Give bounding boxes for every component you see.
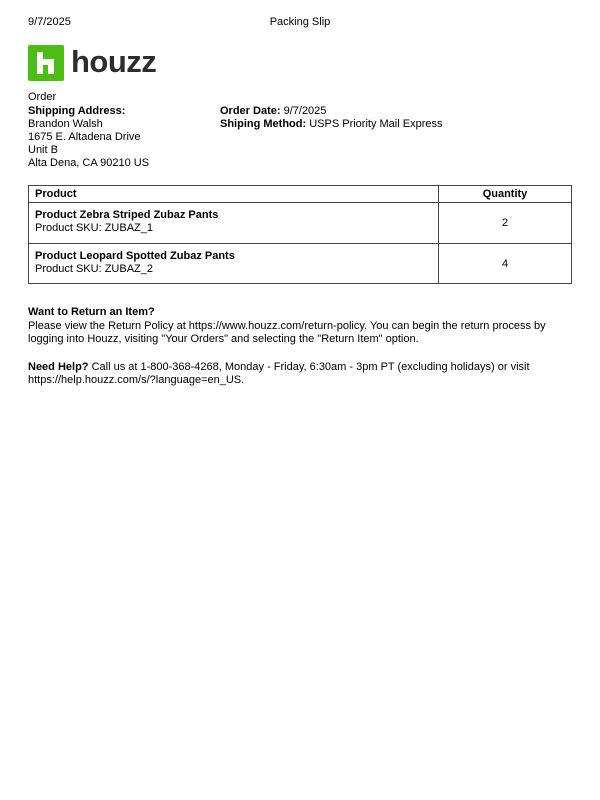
- houzz-logo: [28, 45, 572, 81]
- product-name: Product Leopard Spotted Zubaz Pants: [35, 249, 235, 262]
- houzz-wordmark: houzz: [71, 43, 157, 79]
- order-date-label: Order Date:: [220, 105, 281, 117]
- shipping-address-block: [28, 105, 220, 170]
- need-help-text: [28, 361, 572, 388]
- quantity-column-header: Quantity: [439, 185, 572, 202]
- address-line-2: Unit B: [28, 143, 58, 156]
- product-name: Product Zebra Striped Zubaz Pants: [35, 208, 219, 221]
- order-meta-block: [220, 105, 442, 170]
- products-table-header-row: [29, 185, 572, 202]
- return-policy-text: Please view the Return Policy at https://www.houzz.com/return-policy. You can begin the return process by logging into Houzz, visiting "Your Orders" and selecting the "Return Item" option.: [28, 319, 546, 346]
- shipping-method-value: USPS Priority Mail Express: [309, 117, 443, 130]
- product-cell: [29, 243, 439, 284]
- product-column-header: Product: [29, 185, 439, 202]
- print-header: [28, 16, 572, 28]
- address-line-1: 1675 E. Altadena Drive: [28, 130, 141, 143]
- product-cell: [29, 202, 439, 243]
- return-title: Want to Return an Item?: [28, 306, 155, 319]
- order-info-section: [28, 105, 572, 170]
- products-table: [28, 185, 572, 285]
- need-help-label: Need Help?: [28, 360, 89, 373]
- quantity-cell: 4: [439, 243, 572, 284]
- houzz-logo-icon: [28, 45, 64, 81]
- shipping-method-row: [220, 118, 442, 131]
- address-line-3: Alta Dena, CA 90210 US: [28, 156, 150, 169]
- table-row: [29, 202, 572, 243]
- page-title: Packing Slip: [269, 16, 331, 28]
- shipping-address-label: Shipping Address:: [28, 105, 126, 117]
- print-date: 9/7/2025: [28, 16, 71, 28]
- shipping-method-label: Shiping Method:: [220, 117, 307, 130]
- recipient-name: Brandon Walsh: [28, 117, 103, 130]
- quantity-cell: 2: [439, 202, 572, 243]
- need-help-body: Call us at 1-800-368-4268, Monday - Friday, 6:30am - 3pm PT (excluding holidays) or visit https://help.houzz.com/s/?language=en_US.: [28, 360, 530, 387]
- order-label: Order: [28, 91, 57, 103]
- order-date-value: 9/7/2025: [283, 105, 327, 117]
- table-row: [29, 243, 572, 284]
- product-sku: Product SKU: ZUBAZ_1: [35, 222, 153, 235]
- order-date-row: [220, 105, 442, 118]
- footer-section: [28, 306, 572, 387]
- product-sku: Product SKU: ZUBAZ_2: [35, 263, 153, 276]
